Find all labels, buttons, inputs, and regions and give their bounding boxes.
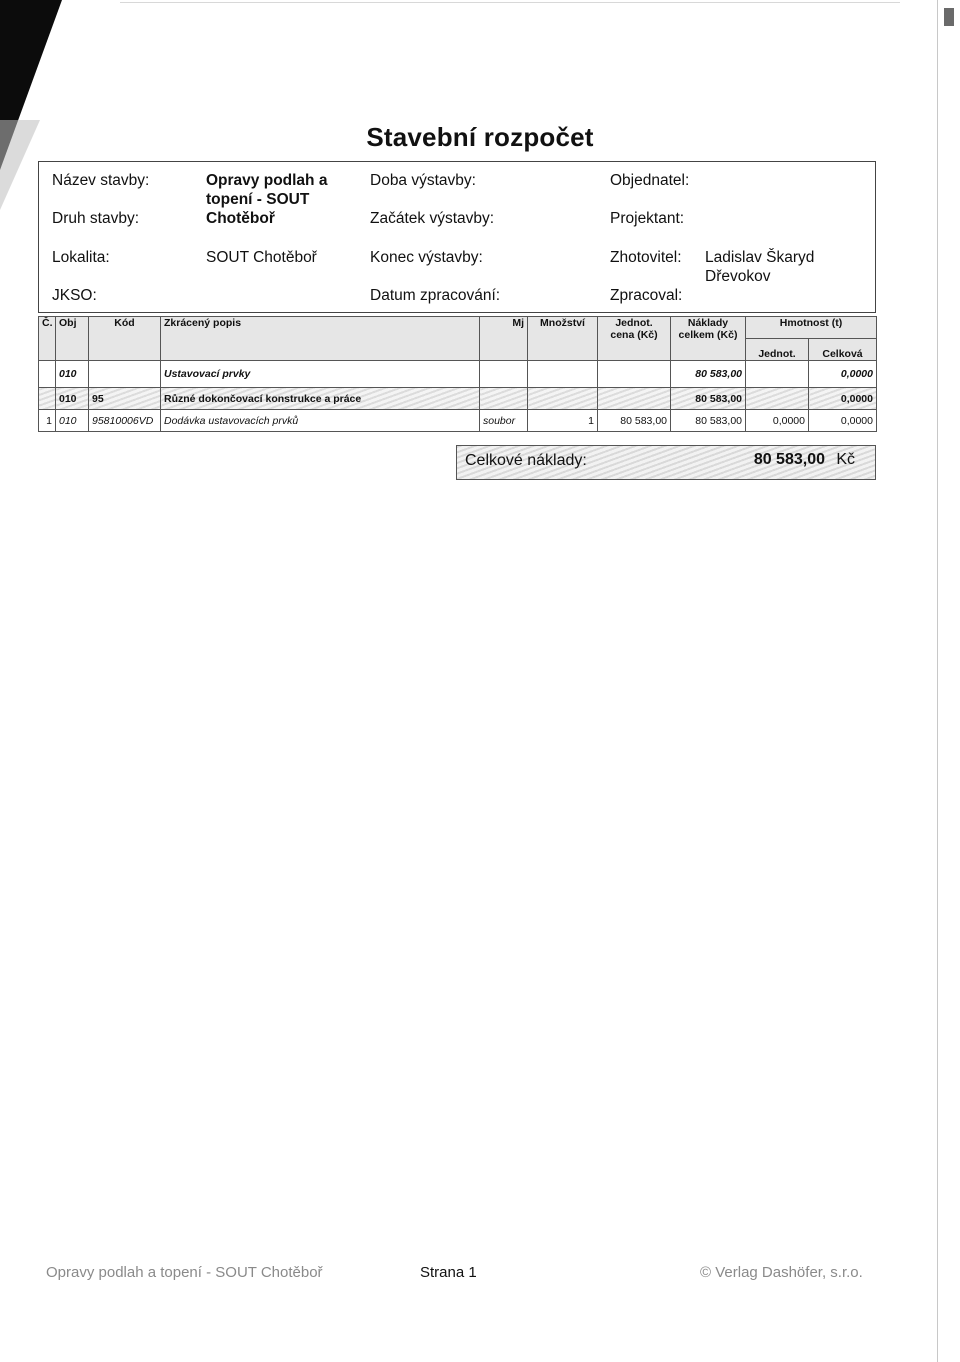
- col-header-naklady: [671, 317, 746, 361]
- nazev-value-line2: topení - SOUT: [206, 191, 310, 208]
- zacatek-label: Začátek výstavby:: [370, 210, 495, 227]
- nazev-label: Název stavby:: [52, 172, 150, 189]
- subsection-hm-celkova: 0,0000: [809, 388, 877, 410]
- section-row: [39, 361, 877, 388]
- zhotovitel-label: Zhotovitel:: [610, 249, 682, 266]
- document-title: Stavební rozpočet: [366, 122, 594, 152]
- footer-left: Opravy podlah a topení - SOUT Chotěboř: [46, 1264, 323, 1281]
- item-hm-celkova: 0,0000: [809, 410, 877, 432]
- subsection-jednot-cena: [598, 388, 671, 410]
- section-jednot-cena: [598, 361, 671, 388]
- table-header-row: [39, 317, 877, 339]
- scan-top-edge: [120, 2, 900, 3]
- subsection-mnozstvi: [528, 388, 598, 410]
- section-c: [39, 361, 56, 388]
- lokalita-label: Lokalita:: [52, 249, 110, 266]
- item-popis: Dodávka ustavovacích prvků: [161, 410, 480, 432]
- projektant-label: Projektant:: [610, 210, 685, 227]
- scan-edge-mark: [944, 8, 954, 26]
- table-row: [39, 410, 877, 432]
- section-naklady: 80 583,00: [671, 361, 746, 388]
- section-popis: Ustavovací prvky: [161, 361, 480, 388]
- datum-label: Datum zpracování:: [370, 287, 501, 304]
- objednatel-label: Objednatel:: [610, 172, 690, 189]
- total-currency: Kč: [836, 451, 855, 468]
- subsection-hm-jednot: [746, 388, 809, 410]
- item-jednot-cena: 80 583,00: [598, 410, 671, 432]
- col-header-hmotnost: Hmotnost (t): [746, 317, 877, 339]
- section-mj: [480, 361, 528, 388]
- subsection-popis: Různé dokončovací konstrukce a práce: [161, 388, 480, 410]
- subsection-kod: 95: [89, 388, 161, 410]
- item-hm-jednot: 0,0000: [746, 410, 809, 432]
- col-header-mnozstvi: Množství: [528, 317, 598, 361]
- col-header-naklady-line2: celkem (Kč): [678, 329, 738, 341]
- subsection-c: [39, 388, 56, 410]
- subsection-obj: 010: [56, 388, 89, 410]
- footer-page: Strana 1: [420, 1264, 477, 1281]
- total-value: 80 583,00: [753, 451, 825, 468]
- col-header-c: Č.: [39, 317, 56, 361]
- item-naklady: 80 583,00: [671, 410, 746, 432]
- section-obj: 010: [56, 361, 89, 388]
- col-header-kod: Kód: [89, 317, 161, 361]
- col-header-hm-celkova: Celková: [809, 339, 877, 361]
- budget-table: [38, 316, 877, 432]
- col-header-obj: Obj: [56, 317, 89, 361]
- druh-value: Chotěboř: [206, 210, 275, 227]
- item-c: 1: [39, 410, 56, 432]
- item-kod: 95810006VD: [89, 410, 161, 432]
- section-hm-celkova: 0,0000: [809, 361, 877, 388]
- jkso-label: JKSO:: [52, 287, 97, 304]
- konec-label: Konec výstavby:: [370, 249, 483, 266]
- col-header-jednot-cena-line2: cena (Kč): [610, 329, 658, 341]
- nazev-value-line1: Opravy podlah a: [206, 172, 328, 189]
- col-header-jednot-cena: [598, 317, 671, 361]
- total-box: [456, 445, 876, 480]
- zhotovitel-value-line2: Dřevokov: [705, 268, 771, 285]
- zhotovitel-value-line1: Ladislav Škaryd: [705, 249, 815, 266]
- section-hm-jednot: [746, 361, 809, 388]
- col-header-hm-jednot: Jednot.: [746, 339, 809, 361]
- col-header-naklady-line1: Náklady: [687, 317, 729, 329]
- total-label: Celkové náklady:: [465, 452, 587, 469]
- item-mnozstvi: 1: [528, 410, 598, 432]
- lokalita-value: SOUT Chotěboř: [206, 249, 317, 266]
- footer-right: © Verlag Dashöfer, s.r.o.: [700, 1264, 863, 1281]
- section-kod: [89, 361, 161, 388]
- scan-right-edge: [937, 0, 938, 1362]
- druh-label: Druh stavby:: [52, 210, 140, 227]
- col-header-popis: Zkrácený popis: [161, 317, 480, 361]
- subsection-naklady: 80 583,00: [671, 388, 746, 410]
- item-mj: soubor: [480, 410, 528, 432]
- section-mnozstvi: [528, 361, 598, 388]
- zpracoval-label: Zpracoval:: [610, 287, 683, 304]
- subsection-mj: [480, 388, 528, 410]
- col-header-mj: Mj: [480, 317, 528, 361]
- item-obj: 010: [56, 410, 89, 432]
- doba-label: Doba výstavby:: [370, 172, 476, 189]
- subsection-row: [39, 388, 877, 410]
- col-header-jednot-cena-line1: Jednot.: [615, 317, 653, 329]
